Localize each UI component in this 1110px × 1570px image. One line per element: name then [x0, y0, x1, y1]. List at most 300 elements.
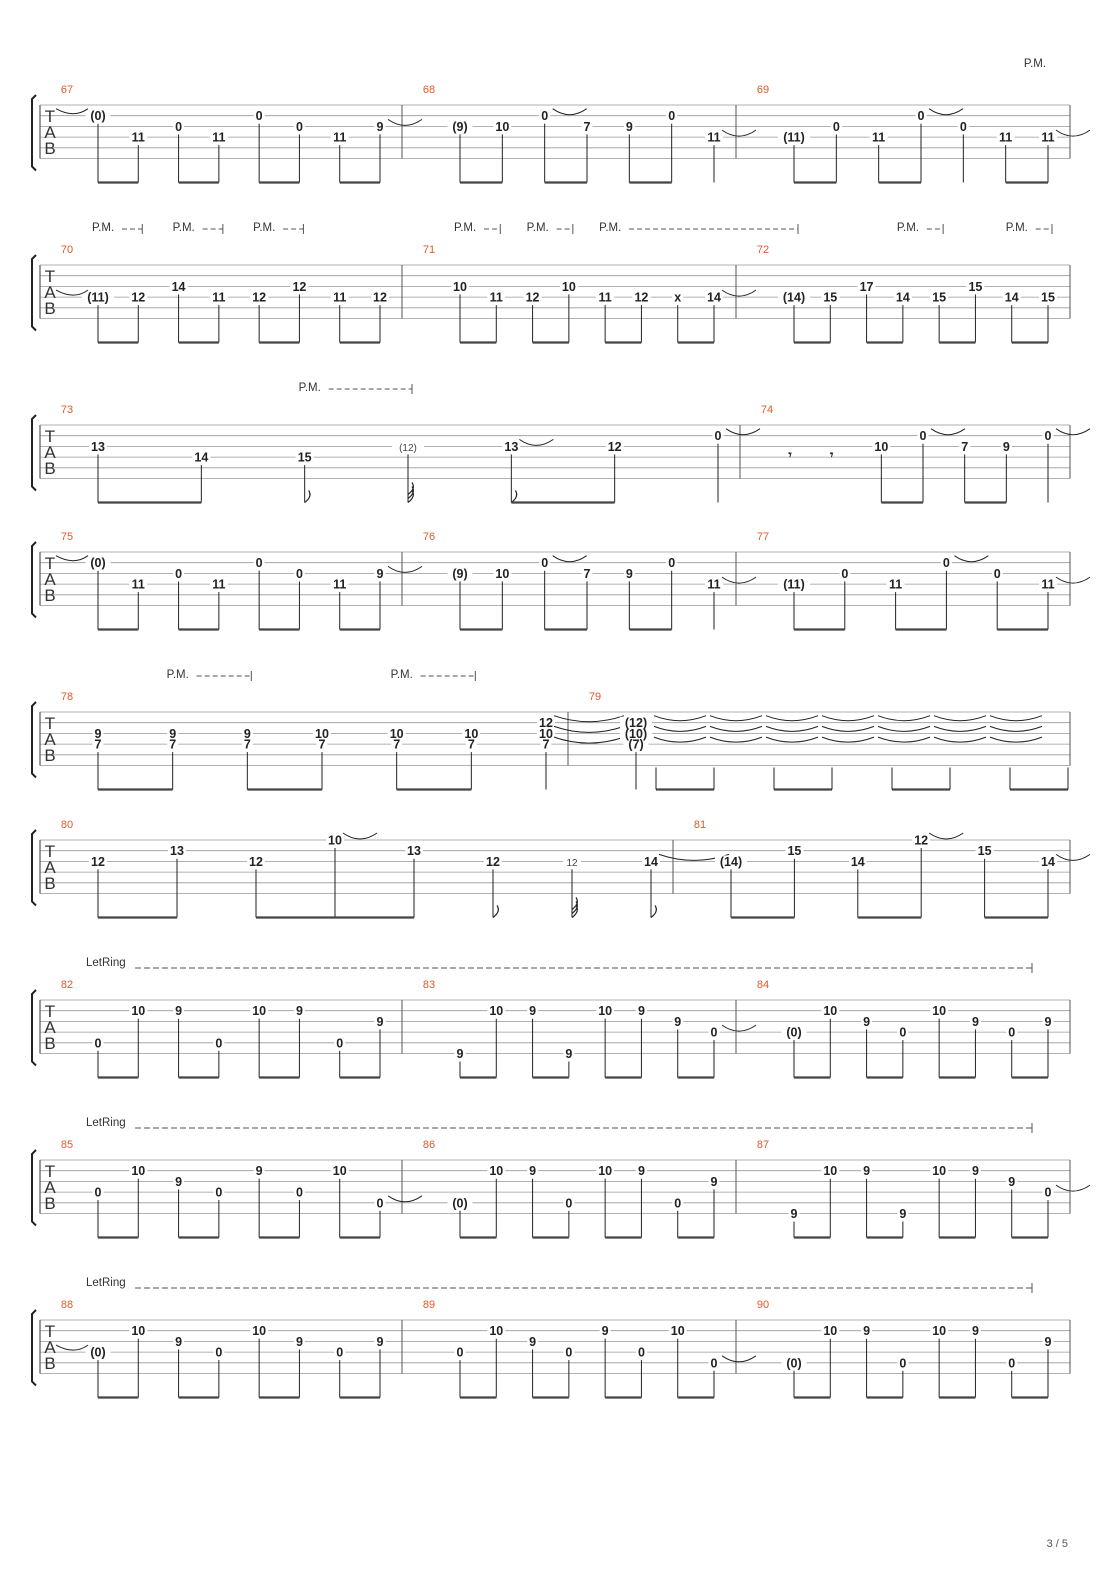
fret-number: 11: [333, 130, 347, 145]
fret-number: 10: [489, 1004, 504, 1019]
tie-arc: [554, 716, 624, 722]
fret-number: 9: [1002, 439, 1010, 454]
tab-clef-letter: T: [44, 1002, 56, 1021]
tab-clef-letter: T: [44, 1162, 56, 1181]
fret-number: (9): [452, 119, 468, 134]
measure-number: 71: [422, 244, 436, 256]
tie-arc: [722, 1356, 756, 1362]
measure-number: 68: [422, 84, 436, 96]
measure-number: 85: [60, 1139, 74, 1151]
measure-number: 83: [422, 979, 436, 991]
fret-number: (0): [786, 1356, 802, 1371]
fret-number: 0: [94, 1036, 102, 1051]
fret-number: 0: [1044, 429, 1052, 444]
palm-mute-label: P.M.: [166, 669, 189, 681]
fret-number: 15: [968, 279, 983, 294]
tab-clef-letter: B: [44, 139, 56, 158]
tie-arc: [710, 716, 762, 721]
tie-arc: [710, 737, 762, 742]
fret-number: 9: [456, 1047, 464, 1061]
fret-number: 17: [859, 279, 874, 294]
fret-number: 9: [1044, 1334, 1052, 1349]
fret-number: 13: [91, 439, 105, 454]
measure-number: 82: [60, 979, 74, 991]
fret-number: 0: [942, 556, 950, 571]
tie-arc: [929, 109, 963, 115]
tab-clef-letter: T: [44, 427, 56, 446]
fret-number: 0: [541, 556, 549, 571]
tie-arc: [822, 737, 874, 742]
fret-number: 12: [91, 854, 105, 869]
tab-system: [32, 1283, 1070, 1398]
fret-number: 0: [565, 1345, 573, 1360]
fret-number: 0: [668, 556, 676, 571]
tab-clef-letter: B: [44, 746, 56, 765]
fret-number: 13: [504, 439, 519, 454]
measure-number: 88: [60, 1299, 74, 1311]
fret-number: 9: [710, 1174, 718, 1189]
tie-arc: [519, 439, 553, 445]
tab-system: [32, 95, 1090, 183]
fret-number: 0: [917, 109, 925, 124]
fret-number: 9: [529, 1164, 537, 1179]
palm-mute-label: P.M.: [526, 222, 549, 234]
fret-number: 11: [212, 130, 226, 145]
let-ring-label: LetRing: [86, 957, 126, 969]
fret-number: 0: [175, 566, 183, 581]
measure-number: 75: [60, 531, 74, 543]
palm-mute-label: P.M.: [298, 382, 321, 394]
page-number: 3 / 5: [1046, 1538, 1068, 1550]
tab-system: [32, 830, 1090, 918]
tie-arc: [654, 716, 706, 721]
tie-arc: [934, 716, 986, 721]
let-ring-label: LetRing: [86, 1277, 126, 1289]
fret-number: 15: [823, 290, 838, 305]
tie-arc: [554, 737, 624, 743]
fret-number: 13: [407, 844, 421, 859]
tie-arc: [388, 1196, 422, 1202]
fret-number: 12: [607, 439, 622, 454]
fret-number: 0: [710, 1356, 718, 1371]
tie-arc: [822, 726, 874, 731]
fret-number: 10: [539, 726, 553, 741]
fret-number: 0: [255, 109, 263, 124]
system-bracket: [32, 95, 36, 171]
fret-number: (0): [90, 109, 106, 124]
tab-clef-letter: B: [44, 586, 56, 605]
tab-clef-letter: T: [44, 1322, 56, 1341]
fret-number: 9: [1008, 1174, 1016, 1189]
fret-number: 14: [1004, 290, 1019, 305]
tab-clef-letter: T: [44, 554, 56, 573]
fret-number: 9: [376, 1014, 384, 1029]
system-bracket: [32, 830, 36, 906]
fret-number: 10: [131, 1004, 146, 1019]
fret-number: 12: [539, 716, 553, 731]
fret-number: 7: [94, 737, 102, 752]
palm-mute-label: P.M.: [1023, 58, 1047, 70]
fret-number: 12: [486, 854, 500, 869]
fret-number: 10: [489, 1324, 504, 1339]
tie-arc: [929, 833, 963, 839]
tie-arc: [934, 737, 986, 742]
tie-arc: [1056, 854, 1090, 860]
measure-number: 79: [588, 691, 602, 703]
system-bracket: [32, 1150, 36, 1226]
fret-number: 0: [336, 1036, 344, 1051]
tie-arc: [388, 566, 422, 572]
fret-number: 9: [971, 1014, 979, 1029]
palm-mute-label: P.M.: [92, 222, 115, 234]
tab-clef-letter: A: [44, 283, 56, 302]
tab-clef-letter: B: [44, 1354, 56, 1373]
fret-number: 9: [674, 1014, 682, 1029]
tie-arc: [766, 737, 818, 742]
tab-clef-letter: B: [44, 459, 56, 478]
fret-number: (11): [783, 577, 805, 592]
measure-number: 90: [756, 1299, 770, 1311]
system-bracket: [32, 990, 36, 1066]
fret-number: 0: [841, 566, 849, 581]
fret-number: 9: [175, 1174, 183, 1189]
fret-number: 10: [495, 566, 510, 581]
tie-arc: [726, 429, 760, 435]
note-flag: [511, 491, 516, 503]
fret-number: 12: [131, 290, 146, 305]
fret-number: 0: [565, 1196, 573, 1211]
fret-number: 9: [863, 1164, 871, 1179]
fret-number: 9: [529, 1004, 537, 1019]
system-bracket: [32, 702, 36, 778]
fret-number: (0): [452, 1196, 468, 1211]
fret-number: 0: [710, 1025, 718, 1040]
tie-arc: [654, 737, 706, 742]
fret-number: 10: [874, 439, 889, 454]
tab-clef-letter: A: [44, 570, 56, 589]
eighth-rest: 𝄾: [788, 447, 792, 462]
eighth-rest: 𝄾: [830, 447, 834, 462]
fret-number: (10): [624, 726, 648, 741]
tab-system: [32, 963, 1070, 1078]
fret-number: 7: [961, 439, 969, 454]
fret-number: 15: [1041, 290, 1055, 305]
tie-arc: [343, 833, 377, 839]
measure-number: 86: [422, 1139, 436, 1151]
fret-number: 11: [999, 130, 1013, 145]
fret-number: 10: [332, 1164, 347, 1179]
fret-number: 11: [212, 290, 226, 305]
fret-number: 0: [899, 1025, 907, 1040]
fret-number: 9: [169, 726, 177, 741]
tie-arc: [710, 726, 762, 731]
tab-clef-letter: A: [44, 123, 56, 142]
fret-number: 9: [601, 1324, 609, 1339]
fret-number: 11: [872, 130, 886, 145]
fret-number: 11: [1041, 577, 1055, 592]
tab-system: [32, 224, 1070, 343]
fret-number: 10: [823, 1164, 838, 1179]
fret-number: 7: [318, 737, 326, 752]
measure-number: 74: [760, 404, 774, 416]
fret-number: (0): [90, 556, 106, 571]
tab-system: [32, 542, 1090, 630]
tie-arc: [553, 556, 587, 562]
tie-arc: [1056, 429, 1090, 435]
palm-mute-label: P.M.: [253, 222, 276, 234]
fret-number: 10: [453, 279, 467, 294]
tie-arc: [822, 716, 874, 721]
fret-number: 7: [542, 737, 550, 752]
fret-number: 9: [863, 1324, 871, 1339]
fret-number: 10: [328, 833, 342, 848]
measure-number: 67: [60, 84, 74, 96]
fret-number: 11: [707, 577, 721, 592]
measure-number: 70: [60, 244, 74, 256]
fret-number: (12): [624, 716, 648, 731]
note-flag: [651, 906, 656, 918]
fret-number: 9: [175, 1334, 183, 1349]
tie-arc: [56, 556, 88, 561]
fret-number: 10: [823, 1324, 838, 1339]
tab-clef-letter: A: [44, 1178, 56, 1197]
fret-number: 15: [977, 844, 992, 859]
tie-arc: [56, 109, 88, 114]
fret-number: 7: [583, 566, 591, 581]
fret-number: 10: [932, 1164, 947, 1179]
fret-number: 10: [389, 726, 404, 741]
tab-clef-letter: A: [44, 858, 56, 877]
system-bracket: [32, 255, 36, 331]
fret-number: (11): [87, 290, 109, 305]
fret-number: 10: [252, 1324, 267, 1339]
tab-clef-letter: B: [44, 299, 56, 318]
fret-number: 13: [170, 844, 184, 859]
fret-number: 9: [899, 1207, 907, 1221]
fret-number: 0: [1008, 1025, 1016, 1040]
tie-arc: [388, 119, 422, 125]
fret-number: 0: [336, 1345, 344, 1360]
tab-clef-letter: A: [44, 1338, 56, 1357]
fret-number: 10: [489, 1164, 504, 1179]
fret-number: 0: [295, 1185, 303, 1200]
measure-number: 72: [756, 244, 770, 256]
fret-number: 9: [376, 119, 384, 134]
measure-number: 76: [422, 531, 436, 543]
fret-number: 9: [376, 1334, 384, 1349]
tie-arc: [954, 556, 988, 562]
fret-number: 9: [295, 1334, 303, 1349]
fret-number: (12): [399, 442, 417, 454]
tie-arc: [56, 1345, 88, 1350]
fret-number: 0: [1008, 1356, 1016, 1371]
fret-number: 9: [1044, 1014, 1052, 1029]
fret-number: 12: [373, 290, 387, 305]
fret-number: 12: [566, 857, 578, 869]
fret-number: 12: [525, 290, 540, 305]
measure-number: 81: [693, 819, 707, 831]
fret-number: 10: [598, 1164, 613, 1179]
measure-number: 89: [422, 1299, 436, 1311]
fret-number: 11: [333, 577, 347, 592]
fret-number: 0: [376, 1196, 384, 1211]
fret-number: 11: [707, 130, 721, 145]
fret-number: 10: [464, 726, 479, 741]
fret-number: (9): [452, 566, 468, 581]
tie-arc: [990, 737, 1042, 742]
tab-clef-letter: A: [44, 730, 56, 749]
fret-number: 0: [714, 429, 722, 444]
fret-number: 10: [315, 726, 329, 741]
fret-number: 14: [1041, 854, 1055, 869]
system-bracket: [32, 1310, 36, 1386]
tie-arc: [766, 726, 818, 731]
fret-number: 0: [1044, 1185, 1052, 1200]
tab-clef-letter: T: [44, 714, 56, 733]
measure-number: 87: [756, 1139, 770, 1151]
fret-number: 15: [297, 450, 312, 465]
system-bracket: [32, 542, 36, 618]
fret-number: 0: [175, 119, 183, 134]
fret-number: 0: [637, 1345, 645, 1360]
system-bracket: [32, 415, 36, 491]
fret-number: 10: [670, 1324, 685, 1339]
tie-arc: [1056, 577, 1090, 583]
fret-number: 0: [215, 1036, 223, 1051]
fret-number: 9: [637, 1004, 645, 1019]
fret-number: 0: [215, 1345, 223, 1360]
palm-mute-label: P.M.: [1005, 222, 1028, 234]
tie-arc: [934, 726, 986, 731]
tab-clef-letter: B: [44, 1194, 56, 1213]
fret-number: 9: [529, 1334, 537, 1349]
palm-mute-label: P.M.: [172, 222, 195, 234]
tie-arc: [722, 1025, 756, 1031]
fret-number: (11): [783, 130, 805, 145]
tab-clef-letter: B: [44, 1034, 56, 1053]
measure-number: 73: [60, 404, 74, 416]
fret-number: 9: [94, 726, 102, 741]
fret-number: 0: [94, 1185, 102, 1200]
fret-number: 15: [932, 290, 947, 305]
tie-arc: [990, 716, 1042, 721]
tie-arc: [878, 726, 930, 731]
fret-number: 0: [668, 109, 676, 124]
fret-number: 14: [194, 450, 209, 465]
tab-clef-letter: A: [44, 1018, 56, 1037]
fret-number: x: [674, 290, 682, 305]
fret-number: 0: [899, 1356, 907, 1371]
fret-number: 7: [169, 737, 177, 752]
fret-number: 12: [634, 290, 649, 305]
fret-number: (0): [90, 1345, 106, 1360]
tab-system: [32, 1123, 1090, 1238]
fret-number: 0: [959, 119, 967, 134]
fret-number: 10: [561, 279, 576, 294]
fret-number: 12: [914, 833, 929, 848]
measure-number: 80: [60, 819, 74, 831]
note-flag: [493, 906, 498, 918]
fret-number: 11: [888, 577, 903, 592]
fret-number: 12: [292, 279, 307, 294]
fret-number: 9: [790, 1207, 798, 1221]
tie-arc: [878, 737, 930, 742]
fret-number: 9: [255, 1164, 263, 1179]
fret-number: 9: [971, 1164, 979, 1179]
fret-number: 9: [625, 566, 633, 581]
measure-number: 84: [756, 979, 770, 991]
fret-number: 11: [131, 577, 145, 592]
measure-number: 77: [756, 531, 770, 543]
tie-arc: [722, 577, 756, 583]
palm-mute-label: P.M.: [599, 222, 622, 234]
fret-number: 9: [863, 1014, 871, 1029]
fret-number: (0): [786, 1025, 802, 1040]
fret-number: 10: [495, 119, 510, 134]
tab-clef-letter: A: [44, 443, 56, 462]
fret-number: 14: [171, 279, 186, 294]
fret-number: 7: [393, 737, 401, 752]
fret-number: 0: [674, 1196, 682, 1211]
fret-number: 9: [175, 1004, 183, 1019]
fret-number: 0: [215, 1185, 223, 1200]
fret-number: 9: [376, 566, 384, 581]
fret-number: 10: [932, 1004, 947, 1019]
fret-number: 10: [823, 1004, 838, 1019]
tab-clef-letter: T: [44, 107, 56, 126]
tie-arc: [766, 716, 818, 721]
fret-number: 11: [212, 577, 226, 592]
tab-clef-letter: T: [44, 267, 56, 286]
fret-number: 7: [243, 737, 251, 752]
fret-number: 15: [787, 844, 802, 859]
fret-number: 0: [832, 119, 840, 134]
tie-arc: [1056, 130, 1090, 136]
let-ring-label: LetRing: [86, 1117, 126, 1129]
fret-number: (14): [719, 854, 743, 869]
tie-arc: [1056, 1185, 1090, 1191]
fret-number: 0: [919, 429, 927, 444]
fret-number: 14: [707, 290, 721, 305]
fret-number: 10: [598, 1004, 613, 1019]
tab-clef-letter: T: [44, 842, 56, 861]
fret-number: 10: [252, 1004, 267, 1019]
tie-arc: [553, 109, 587, 115]
tie-arc: [654, 726, 706, 731]
palm-mute-label: P.M.: [896, 222, 920, 234]
fret-number: 14: [850, 854, 865, 869]
fret-number: 7: [583, 119, 591, 134]
fret-number: 9: [971, 1324, 979, 1339]
fret-number: 10: [131, 1324, 146, 1339]
fret-number: 12: [252, 290, 267, 305]
palm-mute-label: P.M.: [454, 222, 477, 234]
tie-arc: [990, 726, 1042, 731]
fret-number: 7: [467, 737, 475, 752]
palm-mute-label: P.M.: [390, 669, 413, 681]
tie-arc: [722, 130, 756, 136]
fret-number: 0: [541, 109, 549, 124]
tie-arc: [722, 290, 756, 296]
fret-number: 11: [489, 290, 503, 305]
fret-number: 11: [333, 290, 347, 305]
measure-number: 78: [60, 691, 74, 703]
tie-arc: [878, 716, 930, 721]
fret-number: 12: [249, 854, 263, 869]
fret-number: 9: [637, 1164, 645, 1179]
tab-system: [32, 384, 1090, 503]
fret-number: 10: [932, 1324, 947, 1339]
